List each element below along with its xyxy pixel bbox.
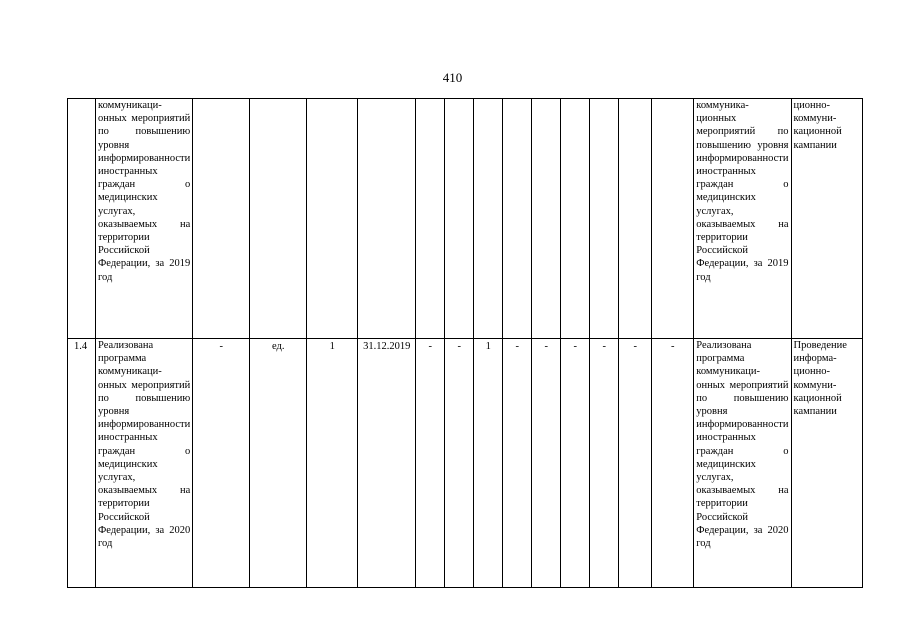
table-cell: - [416,339,445,588]
table-cell [358,99,416,339]
table-cell [193,99,250,339]
table-cell: - [503,339,532,588]
table-cell: 1 [474,339,503,588]
table-cell: - [445,339,474,588]
action-text: Проведение информа- ционно- коммуни- кационной кампании [793,340,847,418]
page-number: 410 [442,70,463,85]
table-cell: 1 [307,339,358,588]
row-number: 1.4 [68,339,96,588]
date-cell: 31.12.2019 [358,339,416,588]
unit-cell: ед. [250,339,307,588]
measures-table [67,98,863,588]
table-cell: - [619,339,652,588]
table-cell [652,99,694,339]
action-text: ционно- коммуни- кационной кампании [793,100,842,151]
result-text: Реализована программа коммуникаци- онных мероприятий по повышению уровня информированности иностранных граждан о медицинских услугах, оказываемых на территории Российской Федерации, за 2020 год [696,340,789,550]
row-number [68,99,96,339]
table-cell [503,99,532,339]
measure-name-cell [96,339,193,588]
table-cell: - [193,339,250,588]
table-cell [307,99,358,339]
table-cell [561,99,590,339]
table-cell: - [652,339,694,588]
result-cell [694,339,791,588]
action-cell [791,339,862,588]
table-cell [416,99,445,339]
table-cell [532,99,561,339]
table-cell [445,99,474,339]
measure-name-cell [96,99,193,339]
measure-name: Реализована программа коммуникаци- онных мероприятий по повышению уровня информированности иностранных граждан о медицинских услугах, оказываемых на территории Российской Федерации, за 2020 год [98,340,191,550]
measure-name: коммуникаци- онных мероприятий по повышению уровня информированности иностранных граждан о медицинских услугах, оказываемых на территории Российской Федерации, за 2019 год [98,100,191,283]
result-text: коммуника- ционных мероприятий по повышению уровня информированности иностранных граждан о медицинских услугах, оказываемых на территории Российской Федерации, за 2019 год [696,100,789,283]
table-cell: - [532,339,561,588]
table-cell: - [590,339,619,588]
table-row [68,99,863,339]
table-cell [590,99,619,339]
action-cell [791,99,862,339]
table-cell [619,99,652,339]
table-cell [250,99,307,339]
result-cell [694,99,791,339]
table-cell [474,99,503,339]
table-cell: - [561,339,590,588]
table-row [68,339,863,588]
